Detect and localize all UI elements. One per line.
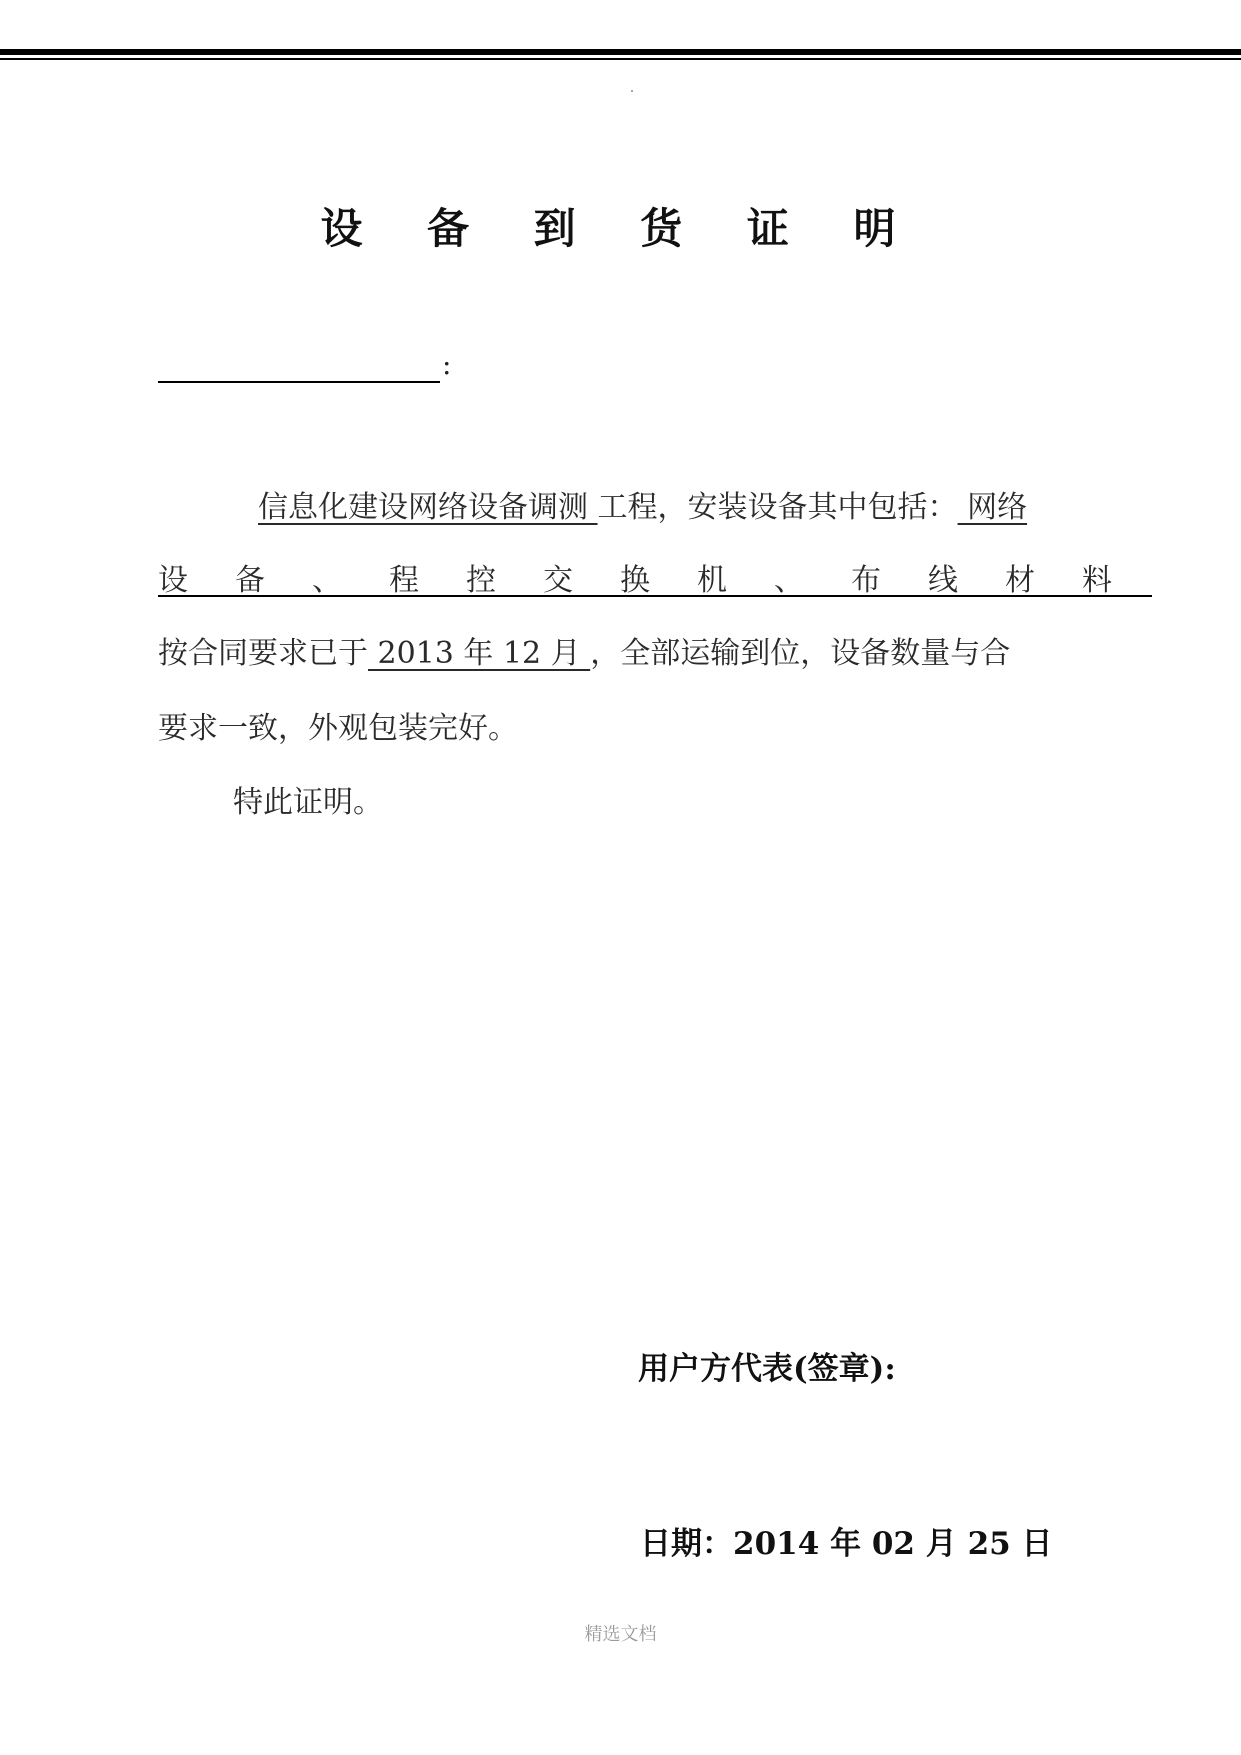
body-line-1-text: 工程，安装设备其中包括： <box>597 490 958 525</box>
footer-watermark: 精选文档 <box>584 1624 657 1645</box>
arrival-date: 2013 年 12 月 <box>368 636 591 671</box>
signature-date: 日期：2014 年 02 月 25 日 <box>640 1526 1053 1562</box>
project-name: 信息化建设网络设备调测 <box>258 490 598 525</box>
header-rule-thick <box>0 49 1241 55</box>
header-rule-thin <box>0 58 1241 60</box>
equipment-char: 布 <box>851 563 881 598</box>
body-line-3-suffix: ，全部运输到位，设备数量与合 <box>590 636 1011 671</box>
body-line-4: 要求一致，外观包装完好。 <box>158 711 518 746</box>
equipment-char: 、 <box>774 563 804 598</box>
equipment-char: 控 <box>466 563 496 598</box>
addressee-blank-line <box>158 381 440 383</box>
equipment-list-line <box>158 555 1152 599</box>
body-line-1 <box>258 482 1027 526</box>
equipment-char: 交 <box>543 563 573 598</box>
equipment-char: 备 <box>235 563 265 598</box>
signature-label: 用户方代表(签章): <box>638 1351 896 1387</box>
addressee-colon: : <box>442 348 452 381</box>
header-dot <box>631 90 633 92</box>
body-line-3 <box>158 628 1010 672</box>
equipment-char: 材 <box>1005 563 1035 598</box>
body-line-3-prefix: 按合同要求已于 <box>158 636 368 671</box>
equipment-char: 线 <box>928 563 958 598</box>
equipment-char: 设 <box>158 563 188 598</box>
document-title: 设 备 到 货 证 明 <box>320 204 921 253</box>
certification-statement: 特此证明。 <box>233 785 383 820</box>
equipment-list-start: 网络 <box>957 490 1028 525</box>
equipment-char: 、 <box>312 563 342 598</box>
equipment-list-underline <box>158 595 1152 597</box>
equipment-char: 机 <box>697 563 727 598</box>
equipment-char: 换 <box>620 563 650 598</box>
equipment-char: 程 <box>389 563 419 598</box>
equipment-char: 料 <box>1082 563 1112 598</box>
